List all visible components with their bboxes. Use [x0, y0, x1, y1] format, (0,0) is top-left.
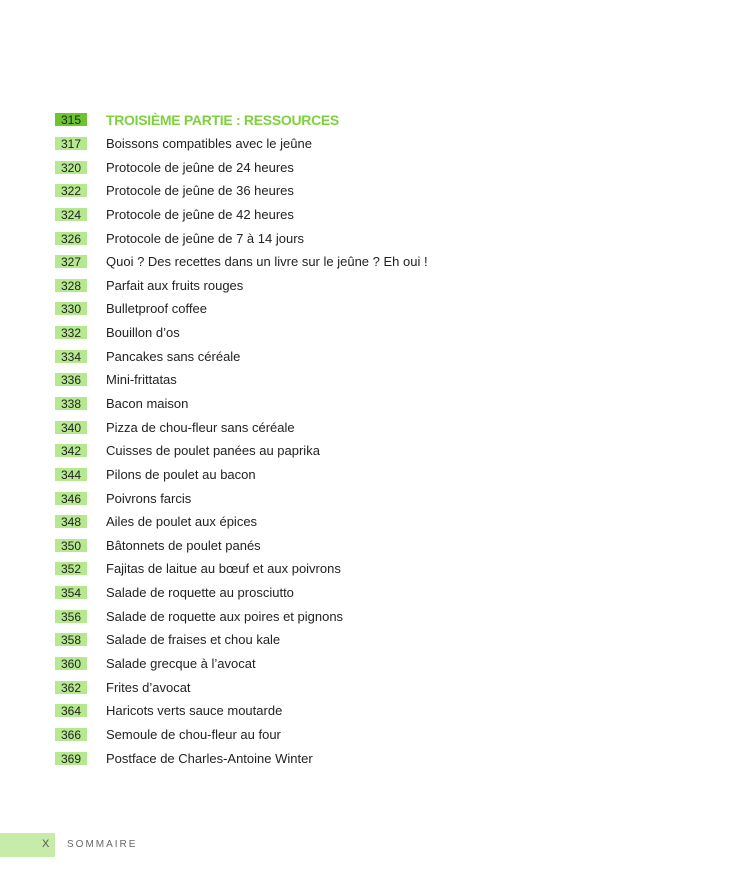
toc-entry-title: Postface de Charles-Antoine Winter — [106, 750, 313, 766]
toc-entry[interactable] — [55, 297, 715, 321]
page-number-badge: 332 — [55, 326, 87, 339]
toc-entry-title: Salade de fraises et chou kale — [106, 632, 281, 648]
page-number-badge: 364 — [55, 704, 87, 717]
page-number-badge: 334 — [55, 350, 87, 363]
toc-entry-title: Frites d’avocat — [106, 679, 191, 695]
toc-entry-title: Bacon maison — [106, 396, 189, 411]
page-number-badge: 320 — [55, 161, 87, 174]
toc-entry-title: Quoi ? Des recettes dans un livre sur le jeûne ? Eh oui ! — [106, 254, 428, 270]
toc-entry-title: Protocole de jeûne de 24 heures — [106, 159, 294, 175]
page-number-badge: 352 — [55, 562, 87, 575]
toc-entry[interactable] — [55, 581, 715, 605]
toc-entry-title: Haricots verts sauce moutarde — [106, 703, 283, 719]
toc-entries — [55, 132, 715, 770]
toc-entry[interactable] — [55, 675, 715, 699]
toc-entry[interactable] — [55, 203, 715, 227]
page-number-badge: 360 — [55, 657, 87, 670]
toc-entry-title: Salade de roquette au prosciutto — [106, 585, 294, 601]
toc-entry[interactable] — [55, 132, 715, 156]
toc-entry[interactable] — [55, 557, 715, 581]
toc-entry[interactable] — [55, 368, 715, 392]
page-number-badge: 340 — [55, 421, 87, 434]
page-number-badge: 362 — [55, 681, 87, 694]
page-number-badge: 346 — [55, 492, 87, 505]
toc-entry-title: Protocole de jeûne de 42 heures — [106, 206, 294, 222]
section-heading: TROISIÈME PARTIE : RESSOURCES — [106, 111, 339, 128]
page-number-badge: 328 — [55, 279, 87, 292]
toc-entry-title: Pizza de chou-fleur sans céréale — [106, 419, 295, 435]
toc-entry-title: Salade grecque à l’avocat — [106, 656, 256, 672]
toc-entry[interactable] — [55, 273, 715, 297]
page-number-badge: 327 — [55, 255, 87, 268]
page-number-badge: 366 — [55, 728, 87, 741]
toc-entry[interactable] — [55, 510, 715, 534]
toc-entry-title: Salade de roquette aux poires et pignons — [106, 608, 344, 624]
toc-entry[interactable] — [55, 699, 715, 723]
page-number-badge: 315 — [55, 113, 87, 126]
page-number-badge: 348 — [55, 515, 87, 528]
page-number-badge: 369 — [55, 752, 87, 765]
toc-entry-title: Pancakes sans céréale — [106, 348, 241, 364]
toc-entry-title: Bouillon d’os — [106, 325, 180, 341]
toc-entry[interactable] — [55, 534, 715, 558]
toc-entry[interactable] — [55, 628, 715, 652]
toc-entry[interactable] — [55, 463, 715, 487]
footer-page-number: X — [42, 838, 50, 850]
page-number-badge: 324 — [55, 208, 87, 221]
toc-entry[interactable] — [55, 344, 715, 368]
toc-entry[interactable] — [55, 226, 715, 250]
page-number-badge: 322 — [55, 184, 87, 197]
toc-entry[interactable] — [55, 321, 715, 345]
table-of-contents — [55, 108, 715, 770]
toc-entry-title: Cuisses de poulet panées au paprika — [106, 443, 320, 459]
toc-entry[interactable] — [55, 250, 715, 274]
toc-entry[interactable] — [55, 179, 715, 203]
page-number-badge: 354 — [55, 586, 87, 599]
toc-entry[interactable] — [55, 415, 715, 439]
toc-entry-title: Boissons compatibles avec le jeûne — [106, 135, 312, 151]
page-number-badge: 342 — [55, 444, 87, 457]
toc-entry-title: Bulletproof coffee — [106, 301, 207, 317]
footer-section-label: SOMMAIRE — [67, 839, 138, 850]
toc-entry-title: Ailes de poulet aux épices — [106, 514, 258, 530]
toc-entry-title: Bâtonnets de poulet panés — [106, 537, 261, 553]
toc-entry[interactable] — [55, 486, 715, 510]
page-footer — [0, 833, 741, 857]
page-number-badge: 336 — [55, 373, 87, 386]
page-number-badge: 330 — [55, 302, 87, 315]
toc-entry-title: Protocole de jeûne de 7 à 14 jours — [106, 230, 305, 246]
toc-entry-title: Mini-frittatas — [106, 372, 177, 388]
page-number-badge: 350 — [55, 539, 87, 552]
toc-entry-title: Semoule de chou-fleur au four — [106, 726, 281, 742]
page-number-badge: 338 — [55, 397, 87, 410]
page-number-badge: 356 — [55, 610, 87, 623]
toc-entry[interactable] — [55, 155, 715, 179]
toc-heading-row[interactable] — [55, 108, 715, 132]
toc-entry[interactable] — [55, 439, 715, 463]
toc-entry-title: Poivrons farcis — [106, 490, 192, 506]
toc-entry-title: Protocole de jeûne de 36 heures — [106, 183, 294, 199]
page-number-badge: 358 — [55, 633, 87, 646]
toc-entry[interactable] — [55, 392, 715, 416]
toc-entry-title: Pilons de poulet au bacon — [106, 466, 256, 482]
toc-entry-title: Parfait aux fruits rouges — [106, 277, 244, 293]
toc-entry[interactable] — [55, 652, 715, 676]
toc-entry-title: Fajitas de laitue au bœuf et aux poivrons — [106, 561, 341, 577]
page-number-badge: 317 — [55, 137, 87, 150]
toc-entry[interactable] — [55, 723, 715, 747]
page-number-badge: 326 — [55, 232, 87, 245]
page-number-badge: 344 — [55, 468, 87, 481]
toc-entry[interactable] — [55, 746, 715, 770]
toc-entry[interactable] — [55, 604, 715, 628]
